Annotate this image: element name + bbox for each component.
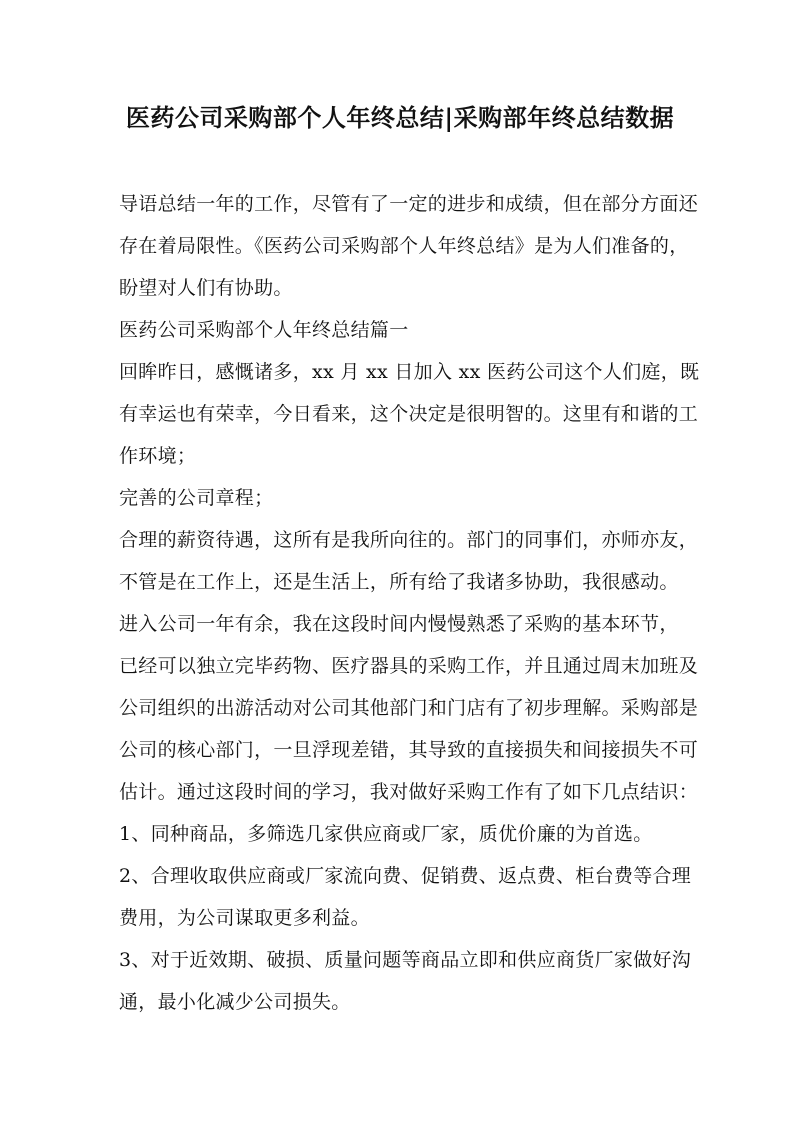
body-line: 通，最小化减少公司损失。 (119, 991, 351, 1013)
list-item: 1、同种商品，多筛选几家供应商或厂家，质优价廉的为首选。 (119, 823, 653, 845)
body-line: 进入公司一年有余，我在这段时间内慢慢熟悉了采购的基本环节， (119, 613, 679, 635)
document-title: 医药公司采购部个人年终总结|采购部年终总结数据 (125, 103, 675, 132)
body-line: 合理的薪资待遇，这所有是我所向往的。部门的同事们，亦师亦友， (119, 529, 699, 551)
list-item: 2、合理收取供应商或厂家流向费、促销费、返点费、柜台费等合理 (119, 865, 692, 887)
body-line: 盼望对人们有协助。 (119, 277, 293, 299)
body-line: 已经可以独立完毕药物、医疗器具的采购工作，并且通过周末加班及 (119, 655, 699, 677)
body-line: 有幸运也有荣幸，今日看来，这个决定是很明智的。这里有和谐的工 (119, 403, 699, 425)
body-line: 存在着局限性。《医药公司采购部个人年终总结》是为人们准备的， (119, 235, 689, 257)
body-line: 费用，为公司谋取更多利益。 (119, 907, 370, 929)
body-line: 公司组织的出游活动对公司其他部门和门店有了初步理解。采购部是 (119, 697, 699, 719)
section-heading: 医药公司采购部个人年终总结篇一 (119, 319, 409, 341)
body-line: 估计。通过这段时间的学习，我对做好采购工作有了如下几点结识： (119, 781, 699, 803)
body-line: 导语总结一年的工作，尽管有了一定的进步和成绩，但在部分方面还 (119, 193, 699, 215)
body-line: 完善的公司章程； (119, 487, 274, 509)
body-line: 作环境； (119, 445, 197, 467)
list-item: 3、对于近效期、破损、质量问题等商品立即和供应商货厂家做好沟 (119, 949, 692, 971)
body-line: 回眸昨日，感慨诸多，xx 月 xx 日加入 xx 医药公司这个人们庭，既 (119, 361, 700, 383)
body-line: 不管是在工作上，还是生活上，所有给了我诸多协助，我很感动。 (119, 571, 679, 593)
body-line: 公司的核心部门，一旦浮现差错，其导致的直接损失和间接损失不可 (119, 739, 699, 761)
